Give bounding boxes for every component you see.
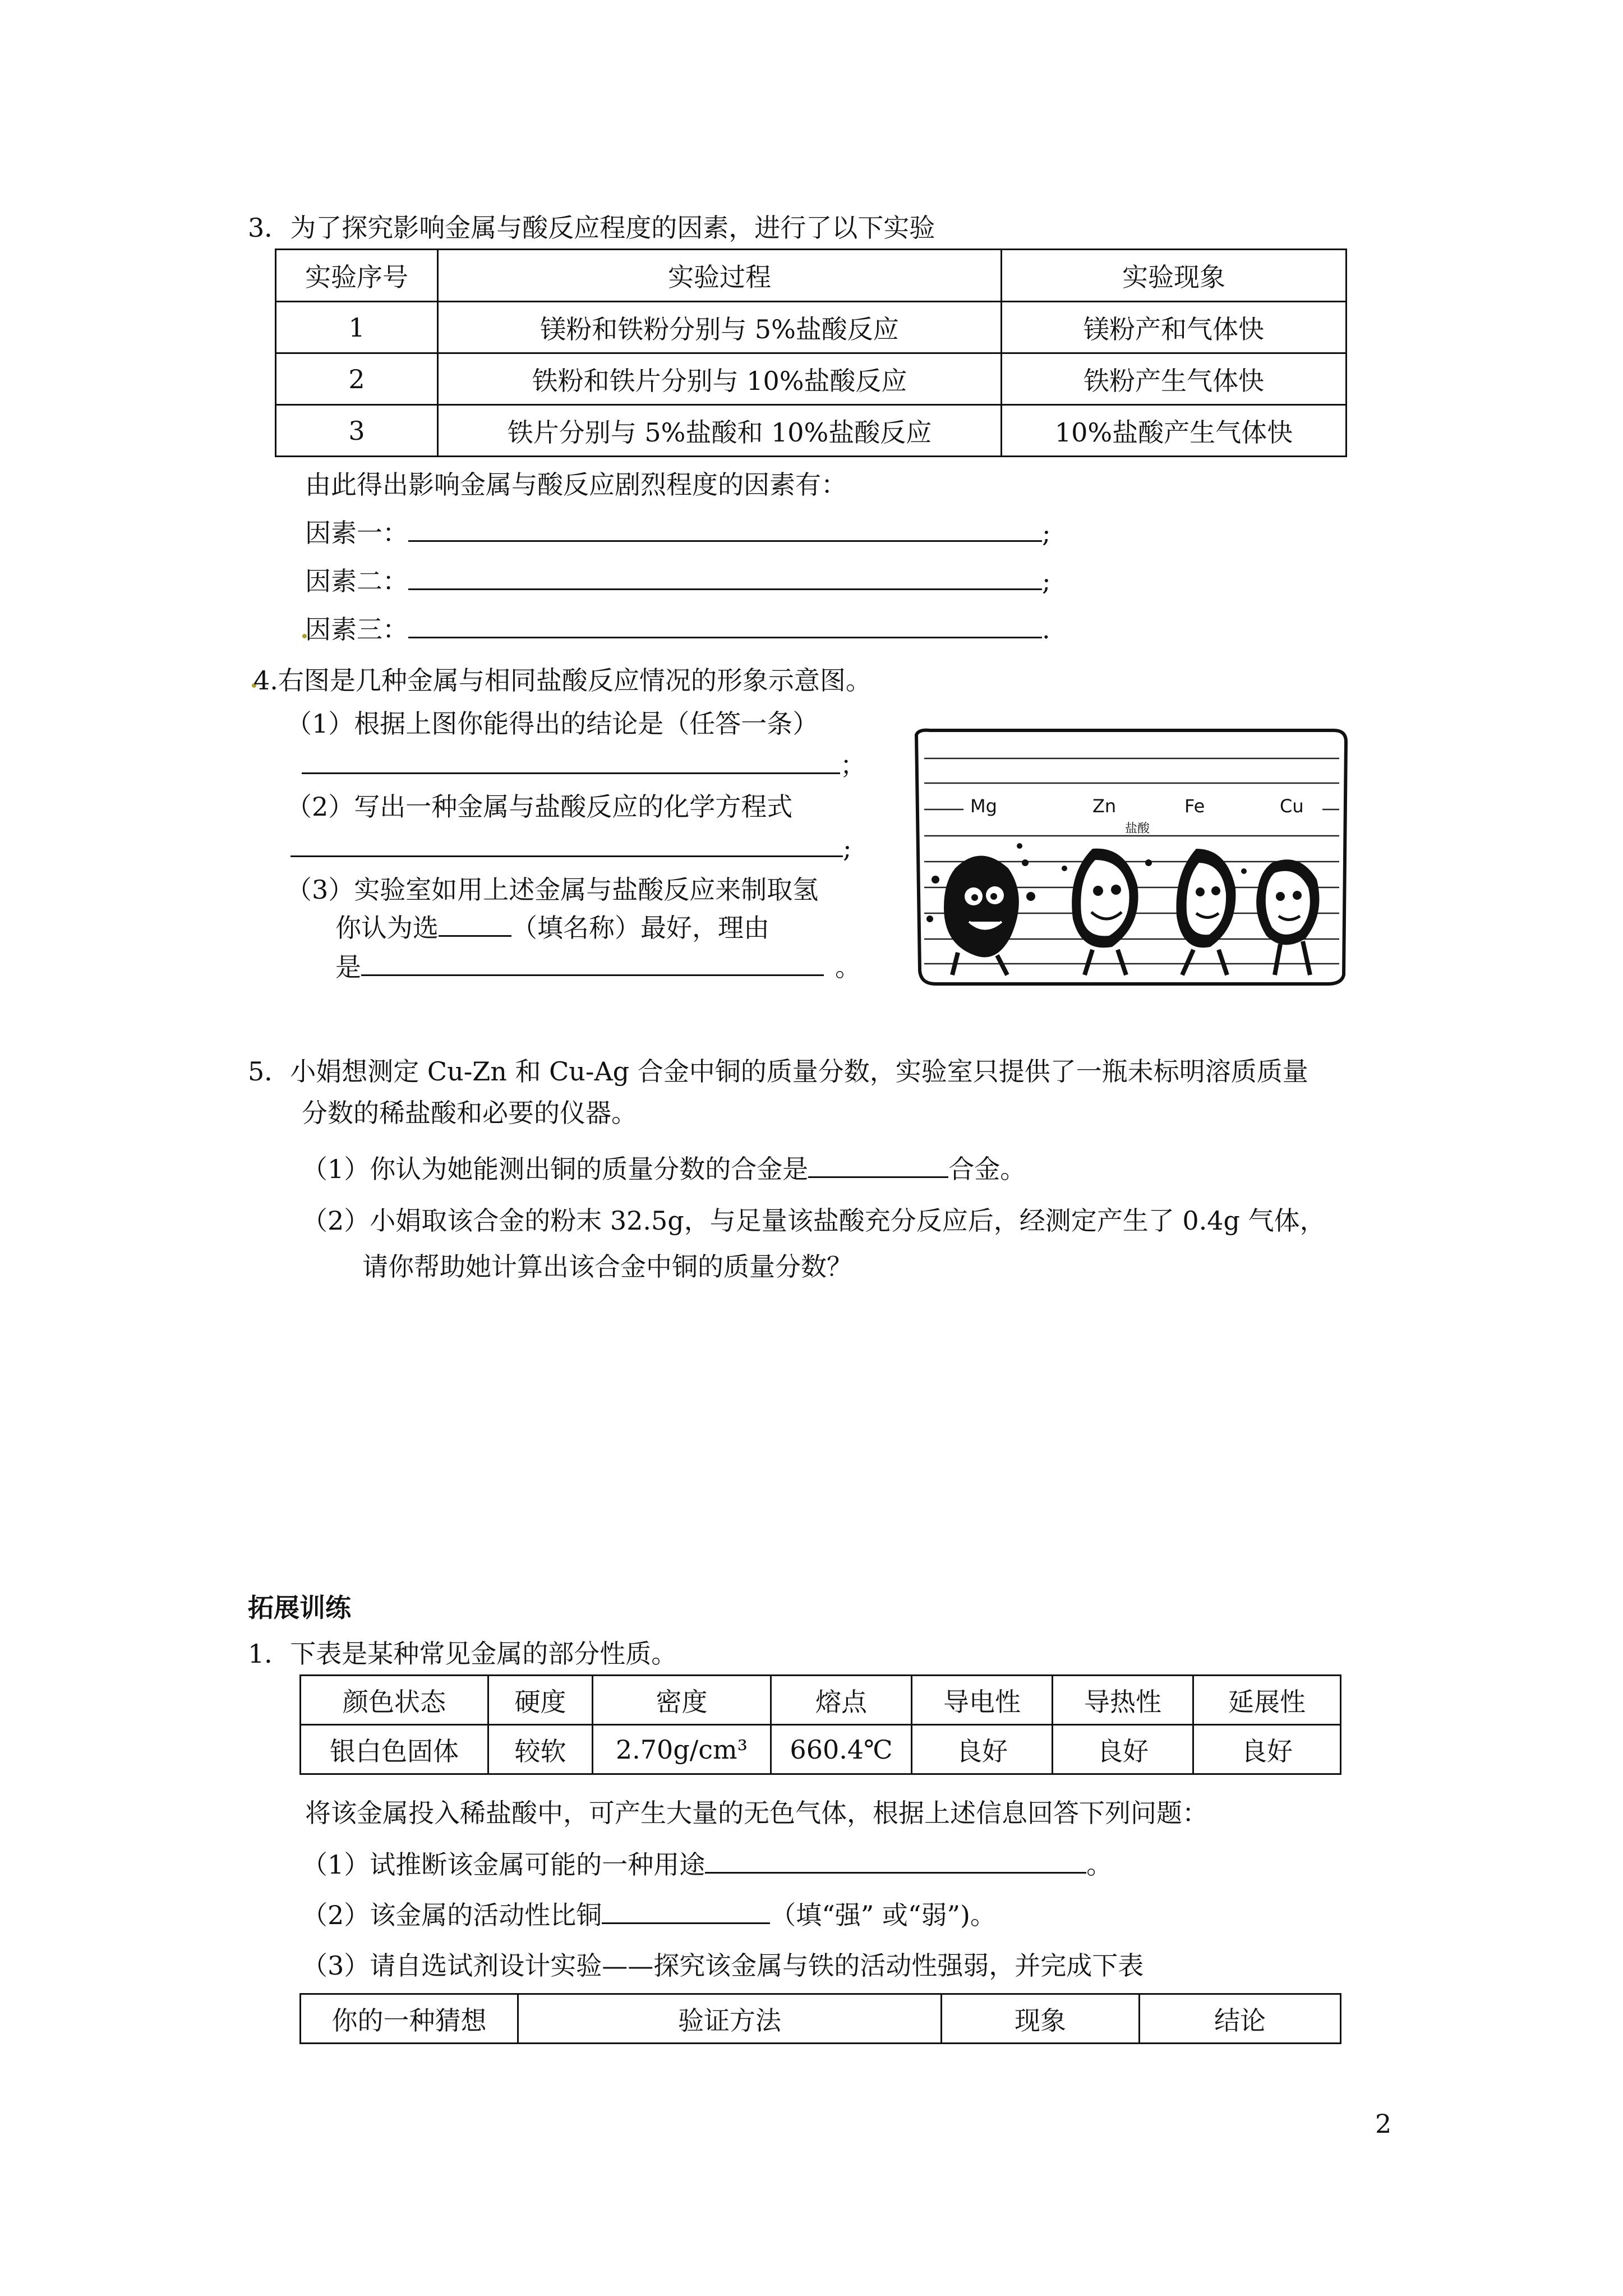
table-header: 验证方法 <box>518 1994 942 2044</box>
table-header: 硬度 <box>488 1676 593 1725</box>
table-row <box>276 405 1347 457</box>
q4-p2-answer <box>291 832 852 864</box>
metals-in-acid-figure <box>913 728 1350 986</box>
q3-table <box>275 249 1347 457</box>
q4-p3c-post: 。 <box>835 952 861 982</box>
q4-p3b-post: （填名称）最好，理由 <box>511 913 769 943</box>
q4-p3b-blank[interactable] <box>439 913 511 937</box>
q5-p1 <box>302 1153 1026 1185</box>
section-heading: 拓展训练 <box>248 1593 351 1623</box>
factor1-blank[interactable] <box>408 518 1042 542</box>
label-fe: Fe <box>1184 795 1205 817</box>
factor3-line <box>305 614 1050 645</box>
q4-p3: （3）实验室如用上述金属与盐酸反应来制取氢 <box>286 875 819 905</box>
table-header-row <box>301 1994 1341 2044</box>
q5-p2-line1: （2）小娟取该合金的粉末 32.5g，与足量该盐酸充分反应后，经测定产生了 0.4g 气体， <box>302 1205 1326 1236</box>
cu-character <box>1256 859 1319 975</box>
q4-p2-blank[interactable] <box>291 833 843 857</box>
label-cu: Cu <box>1280 795 1304 817</box>
ext-p2-blank[interactable] <box>602 1900 770 1924</box>
table-cell: 1 <box>276 302 438 353</box>
label-acid: 盐酸 <box>1125 822 1150 836</box>
factor3-end: . <box>1042 614 1050 645</box>
table-header: 你的一种猜想 <box>301 1994 518 2044</box>
table-header: 导电性 <box>912 1676 1053 1725</box>
table-row <box>276 353 1347 405</box>
q5-p1-pre: （1）你认为她能测出铜的质量分数的合金是 <box>302 1154 809 1184</box>
factor1-label: 因素一： <box>305 518 408 548</box>
factor3-label: 因素三： <box>305 614 408 645</box>
q4-p3c-blank[interactable] <box>361 952 824 976</box>
q4-p1: （1）根据上图你能得出的结论是（任答一条） <box>286 708 819 739</box>
table-row <box>301 1725 1341 1774</box>
table-header: 实验序号 <box>276 250 438 302</box>
label-mg: Mg <box>970 795 997 817</box>
mg-character <box>926 843 1035 975</box>
factor1-line <box>305 517 1051 549</box>
q5-p1-blank[interactable] <box>808 1154 948 1178</box>
ext-p2-post: （填“强” 或“弱”)。 <box>770 1900 996 1930</box>
fe-character <box>1176 849 1247 975</box>
table-header: 颜色状态 <box>301 1676 488 1725</box>
ext-p2 <box>302 1899 996 1931</box>
factor1-end: ; <box>1042 518 1051 548</box>
table-header-row <box>276 250 1347 302</box>
q4-p1-end: ； <box>840 750 866 780</box>
q5-title-line2: 分数的稀盐酸和必要的仪器。 <box>302 1098 637 1128</box>
table-header: 导热性 <box>1053 1676 1193 1725</box>
table-cell: 较软 <box>488 1725 593 1774</box>
q5-p1-post: 合金。 <box>948 1154 1026 1184</box>
q4-title: 4.右图是几种金属与相同盐酸反应情况的形象示意图。 <box>253 665 872 696</box>
table-cell: 良好 <box>1193 1725 1341 1774</box>
table-cell: 660.4℃ <box>771 1725 912 1774</box>
table-cell: 良好 <box>1053 1725 1193 1774</box>
table-cell: 良好 <box>912 1725 1053 1774</box>
table-header: 现象 <box>942 1994 1140 2044</box>
table-cell: 银白色固体 <box>301 1725 488 1774</box>
table-cell: 铁粉产生气体快 <box>1002 353 1347 405</box>
ext-p1-post: 。 <box>1086 1849 1113 1880</box>
factor2-end: ; <box>1042 566 1051 596</box>
q4-p3c-pre: 是 <box>335 952 361 982</box>
table-row <box>276 302 1347 353</box>
factor2-blank[interactable] <box>408 566 1042 590</box>
q4-p3c <box>335 951 861 983</box>
factor3-blank[interactable] <box>408 614 1042 638</box>
q4-p1-blank[interactable] <box>302 750 840 774</box>
q5-title-line1: 5．小娟想测定 Cu-Zn 和 Cu-Ag 合金中铜的质量分数，实验室只提供了一瓶未标明溶质质量 <box>248 1056 1308 1087</box>
q4-p3b <box>335 912 769 944</box>
ext-p1 <box>302 1849 1112 1880</box>
q4-p2: （2）写出一种金属与盐酸反应的化学方程式 <box>286 792 793 822</box>
table-cell: 2.70g/cm³ <box>593 1725 771 1774</box>
table-header: 熔点 <box>771 1676 912 1725</box>
factor2-line <box>305 565 1051 597</box>
table-header: 延展性 <box>1193 1676 1341 1725</box>
table-cell: 2 <box>276 353 438 405</box>
table-header: 密度 <box>593 1676 771 1725</box>
ext-intro: 将该金属投入稀盐酸中，可产生大量的无色气体，根据上述信息回答下列问题： <box>305 1798 1208 1828</box>
q3-conclusion: 由此得出影响金属与酸反应剧烈程度的因素有： <box>305 470 847 500</box>
ext-p2-pre: （2）该金属的活动性比铜 <box>302 1900 602 1930</box>
table-cell: 铁片分别与 5%盐酸和 10%盐酸反应 <box>438 405 1002 457</box>
table-header: 实验过程 <box>438 250 1002 302</box>
q4-p3b-pre: 你认为选 <box>335 913 439 943</box>
table-cell: 10%盐酸产生气体快 <box>1002 405 1347 457</box>
ext-p1-pre: （1）试推断该金属可能的一种用途 <box>302 1849 706 1880</box>
properties-table <box>299 1674 1341 1775</box>
q4-p2-end: ; <box>843 833 852 863</box>
table-header-row <box>301 1676 1341 1725</box>
ext-p3: （3）请自选试剂设计实验——探究该金属与铁的活动性强弱，并完成下表 <box>302 1950 1144 1981</box>
factor2-label: 因素二： <box>305 566 408 596</box>
table-cell: 镁粉和铁粉分别与 5%盐酸反应 <box>438 302 1002 353</box>
table-cell: 镁粉产和气体快 <box>1002 302 1347 353</box>
table-header: 结论 <box>1140 1994 1341 2044</box>
ext-q1-title: 1．下表是某种常见金属的部分性质。 <box>248 1639 677 1669</box>
page-number: 2 <box>1375 2109 1392 2139</box>
design-table <box>299 1993 1341 2044</box>
table-header: 实验现象 <box>1002 250 1347 302</box>
label-zn: Zn <box>1092 795 1117 817</box>
ext-p1-blank[interactable] <box>705 1849 1086 1874</box>
q5-p2-line2: 请你帮助她计算出该合金中铜的质量分数？ <box>362 1251 852 1282</box>
q4-p1-answer <box>302 749 866 781</box>
table-cell: 3 <box>276 405 438 457</box>
q3-title: 3．为了探究影响金属与酸反应程度的因素，进行了以下实验 <box>248 213 935 243</box>
zn-character <box>1062 849 1152 975</box>
table-cell: 铁粉和铁片分别与 10%盐酸反应 <box>438 353 1002 405</box>
